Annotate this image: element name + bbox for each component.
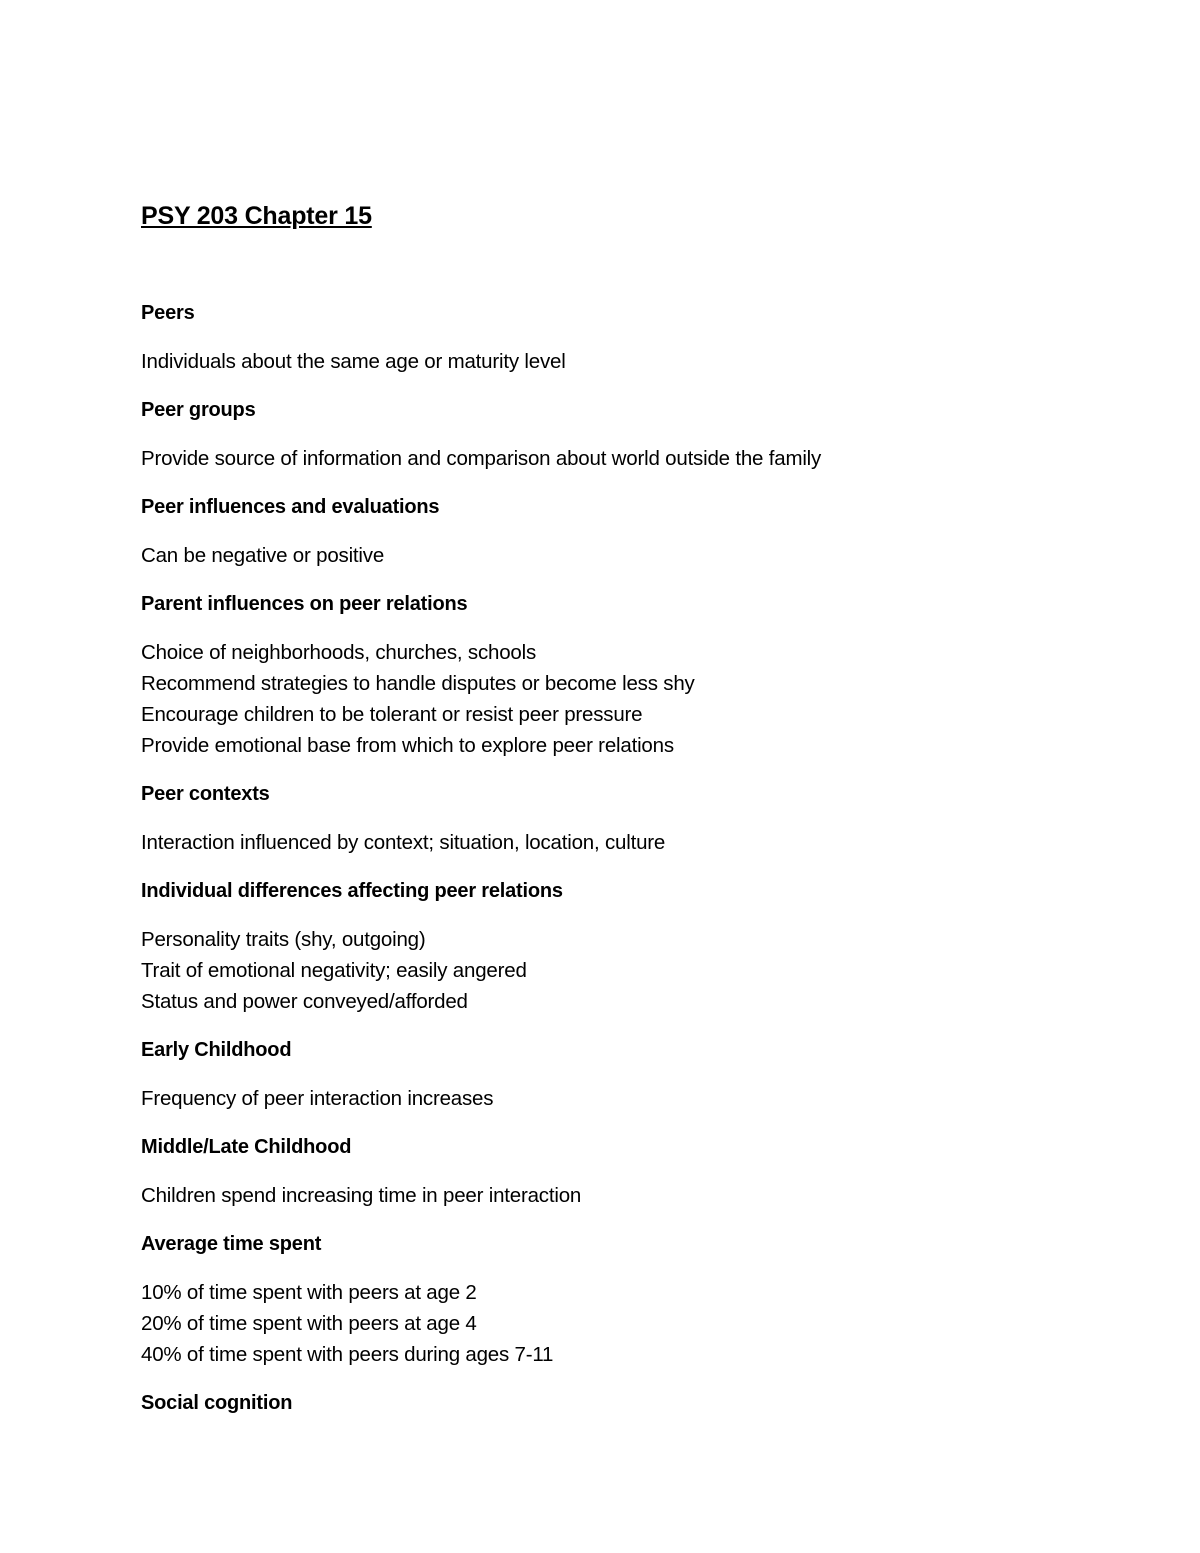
- section-heading: Peer contexts: [141, 783, 270, 805]
- section-heading: Peer influences and evaluations: [141, 496, 440, 518]
- section-heading: Peer groups: [141, 399, 256, 421]
- body-line: Choice of neighborhoods, churches, schools: [141, 641, 537, 664]
- section-heading: Middle/Late Childhood: [141, 1136, 352, 1158]
- body-line: 40% of time spent with peers during ages 7-11: [141, 1343, 554, 1366]
- body-line: Status and power conveyed/afforded: [141, 990, 468, 1013]
- section-body: [141, 1180, 1141, 1211]
- section-heading: Parent influences on peer relations: [141, 593, 468, 615]
- document-sections: [141, 300, 1141, 1416]
- section-body: [141, 637, 1141, 761]
- body-line: Recommend strategies to handle disputes or become less shy: [141, 672, 695, 695]
- section-body: [141, 924, 1141, 1017]
- section-body: [141, 1277, 1141, 1370]
- document-page: [141, 200, 1141, 1436]
- document-title: PSY 203 Chapter 15: [141, 202, 372, 230]
- section-body: [141, 1083, 1141, 1114]
- section-body: [141, 827, 1141, 858]
- body-line: Provide emotional base from which to explore peer relations: [141, 734, 674, 757]
- section-heading: Average time spent: [141, 1233, 322, 1255]
- body-line: Can be negative or positive: [141, 544, 385, 567]
- section-heading: Individual differences affecting peer relations: [141, 880, 563, 902]
- body-line: Frequency of peer interaction increases: [141, 1087, 494, 1110]
- body-line: Children spend increasing time in peer interaction: [141, 1184, 582, 1207]
- body-line: Provide source of information and comparison about world outside the family: [141, 447, 822, 470]
- section-heading: Peers: [141, 302, 195, 324]
- body-line: Interaction influenced by context; situation, location, culture: [141, 831, 666, 854]
- section-heading: Early Childhood: [141, 1039, 292, 1061]
- body-line: Encourage children to be tolerant or resist peer pressure: [141, 703, 643, 726]
- body-line: Individuals about the same age or maturity level: [141, 350, 566, 373]
- body-line: Personality traits (shy, outgoing): [141, 928, 426, 951]
- section-body: [141, 540, 1141, 571]
- body-line: 10% of time spent with peers at age 2: [141, 1281, 477, 1304]
- body-line: Trait of emotional negativity; easily angered: [141, 959, 527, 982]
- section-heading: Social cognition: [141, 1392, 293, 1414]
- body-line: 20% of time spent with peers at age 4: [141, 1312, 477, 1335]
- section-body: [141, 443, 1141, 474]
- section-body: [141, 346, 1141, 377]
